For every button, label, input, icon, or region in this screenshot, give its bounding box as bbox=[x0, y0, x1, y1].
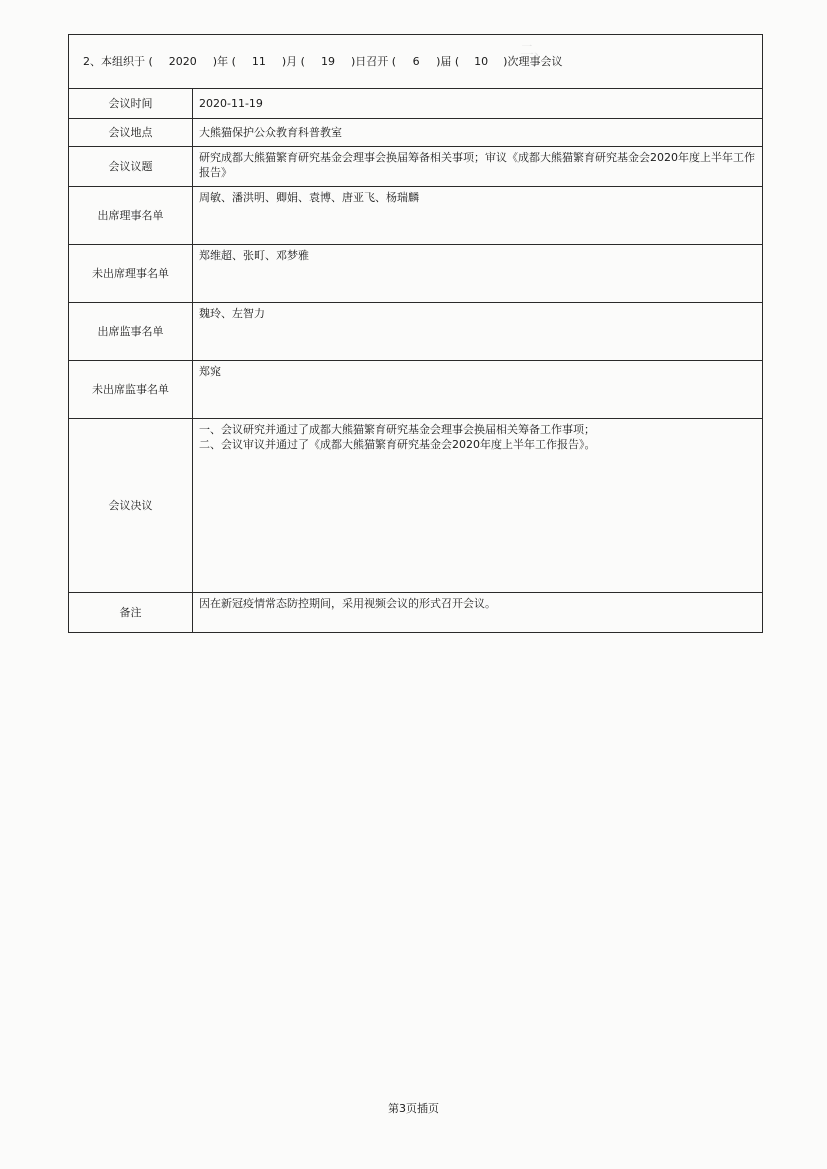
remarks-label: 备注 bbox=[69, 593, 193, 633]
meeting-record-table bbox=[68, 34, 763, 633]
place-label: 会议地点 bbox=[69, 119, 193, 147]
absent-supervisors-value: 郑窕 bbox=[193, 361, 763, 419]
attending-supervisors-label: 出席监事名单 bbox=[69, 303, 193, 361]
page-footer: 第3页插页 bbox=[388, 1102, 439, 1115]
attending-supervisors-value: 魏玲、左智力 bbox=[193, 303, 763, 361]
resolution-item-1: 一、会议研究并通过了成都大熊猫繁育研究基金会理事会换届相关筹备工作事项； bbox=[199, 423, 595, 436]
absent-directors-label: 未出席理事名单 bbox=[69, 245, 193, 303]
header-count-suffix: )次理事会议 bbox=[503, 55, 563, 68]
header-session: 6 bbox=[412, 55, 420, 68]
header-count: 10 bbox=[474, 55, 489, 68]
absent-supervisors-label: 未出席监事名单 bbox=[69, 361, 193, 419]
topic-value: 研究成都大熊猫繁育研究基金会理事会换届筹备相关事项；审议《成都大熊猫繁育研究基金会2020年度上半年工作报告》 bbox=[193, 147, 763, 187]
remarks-value: 因在新冠疫情常态防控期间，采用视频会议的形式召开会议。 bbox=[193, 593, 763, 633]
header-year-suffix: )年 ( bbox=[212, 55, 236, 68]
place-value: 大熊猫保护公众教育科普教室 bbox=[193, 119, 763, 147]
header-session-suffix: )届 ( bbox=[436, 55, 460, 68]
header-month-suffix: )月 ( bbox=[281, 55, 305, 68]
meeting-header-row bbox=[69, 35, 763, 89]
absent-directors-value: 郑维超、张町、邓梦雅 bbox=[193, 245, 763, 303]
topic-label: 会议议题 bbox=[69, 147, 193, 187]
header-day-suffix: )日召开 ( bbox=[350, 55, 397, 68]
attending-directors-value: 周敏、潘洪明、卿娟、袁博、唐亚飞、杨瑞麟 bbox=[193, 187, 763, 245]
time-label: 会议时间 bbox=[69, 89, 193, 119]
resolution-label: 会议决议 bbox=[69, 419, 193, 593]
resolution-value bbox=[193, 419, 763, 593]
header-month: 11 bbox=[251, 55, 266, 68]
resolution-item-2: 二、会议审议并通过了《成都大熊猫繁育研究基金会2020年度上半年工作报告》。 bbox=[199, 438, 596, 451]
header-prefix: 2、本组织于 ( bbox=[83, 55, 153, 68]
header-year: 2020 bbox=[168, 55, 197, 68]
time-value: 2020-11-19 bbox=[193, 89, 763, 119]
bleed-through-text: 二、 bbox=[520, 43, 548, 59]
header-day: 19 bbox=[320, 55, 335, 68]
attending-directors-label: 出席理事名单 bbox=[69, 187, 193, 245]
